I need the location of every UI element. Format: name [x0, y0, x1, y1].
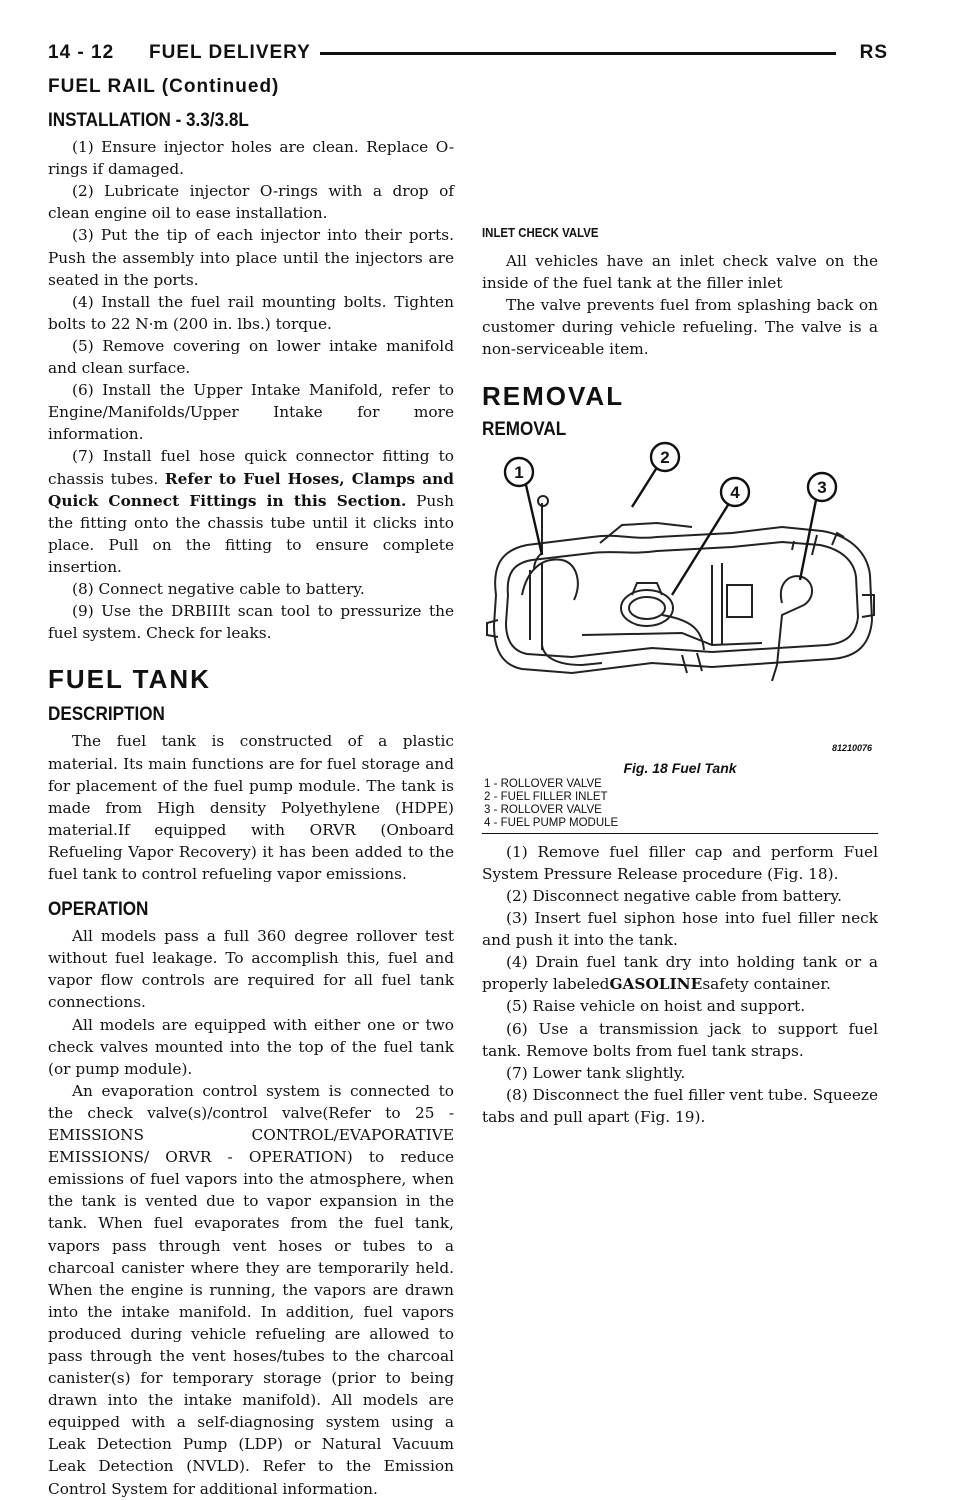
- step7-text: (7) Install fuel hose quick connector fitting to chassis tubes.: [48, 447, 454, 488]
- fuel-tank-title: FUEL TANK: [48, 664, 211, 695]
- removal-step: (2) Disconnect negative cable from battery.: [506, 886, 842, 905]
- removal-step-4: [482, 951, 878, 995]
- step7-bold-reference: Refer to Fuel Hoses, Clamps and Quick Connect Fittings in this Section.: [48, 469, 454, 510]
- callout-label: 1: [514, 462, 524, 482]
- install-step: (4) Install the fuel rail mounting bolts. Tighten bolts to 22 N·m (200 in. lbs.) torque.: [48, 292, 454, 333]
- removal-subheading: REMOVAL: [482, 418, 567, 440]
- installation-heading: INSTALLATION - 3.3/3.8L: [48, 110, 249, 131]
- operation-continued: [482, 103, 878, 214]
- step7-text-continued: Push the fitting onto the chassis tube until it clicks into place. Pull on the fitting to ensure complete insertion.: [48, 491, 454, 576]
- legend-divider: [482, 833, 878, 834]
- page-header: [48, 40, 888, 66]
- operation-paragraph: An evaporation control system is connected to the check valve(s)/control valve(Refer to 25 - EMISSIONS CONTROL/EVAPORATIVE EMISSIONS/ ORVR - OPERATION) to reduce emissions of fuel vapors into the atmosphere, when the tank is vented due to vapor expansion in the tank. When fuel evaporates from the fuel tank, vapors pass through vent hoses or tubes to a charcoal canister where they are temporarily held. When the engine is running, the vapors are drawn into the intake manifold. In addition, fuel vapors produced during vehicle refueling are allowed to pass through the vent hoses/tubes to the charcoal canister(s) for temporary storage (prior to being drawn into the intake manifold). All models are equipped with a self-diagnosing system using a Leak Detection Pump (LDP) or Natural Vacuum Leak Detection (NVLD). Refer to the Emission Control System for additional information.: [48, 1081, 454, 1498]
- removal-title: REMOVAL: [482, 380, 625, 411]
- header-rule: [320, 52, 836, 55]
- install-step: (2) Lubricate injector O-rings with a drop of clean engine oil to ease installation.: [48, 182, 454, 223]
- install-step: (9) Use the DRBIIIt scan tool to pressurize the fuel system. Check for leaks.: [48, 602, 454, 643]
- callout-label: 4: [730, 482, 740, 502]
- removal-step: (1) Remove fuel filler cap and perform Fuel System Pressure Release procedure (Fig. 18).: [482, 842, 878, 883]
- operation-paragraph: All models pass a full 360 degree rollover test without fuel leakage. To accomplish this, fuel and vapor flow controls are required for all fuel tank connections.: [48, 927, 454, 1012]
- install-step: (8) Connect negative cable to battery.: [72, 579, 365, 598]
- install-step: (6) Install the Upper Intake Manifold, refer to Engine/Manifolds/Upper Intake for more information.: [48, 381, 454, 444]
- fuel-tank-illustration: [482, 445, 878, 755]
- callout-label: 3: [817, 477, 827, 497]
- operation-heading: OPERATION: [48, 899, 149, 921]
- operation-paragraph: All models are equipped with either one or two check valves mounted into the top of the fuel tank (or pump module).: [48, 1015, 454, 1078]
- removal-step: (3) Insert fuel siphon hose into fuel filler neck and push it into the tank.: [482, 909, 878, 950]
- legend-item: 1 - ROLLOVER VALVE: [484, 777, 602, 790]
- fuel-tank-figure: [482, 445, 878, 830]
- install-step-7: [48, 445, 454, 578]
- inlet-paragraph: The valve prevents fuel from splashing back on customer during vehicle refueling. The valve is a non-serviceable item.: [482, 296, 878, 359]
- step4-bold-word: GASOLINE: [609, 975, 703, 994]
- section-title: FUEL DELIVERY: [149, 42, 311, 63]
- inlet-check-valve-heading: INLET CHECK VALVE: [482, 225, 599, 240]
- page-number: 14 - 12: [48, 42, 115, 63]
- legend-item: 3 - ROLLOVER VALVE: [484, 804, 602, 817]
- removal-step: (7) Lower tank slightly.: [506, 1063, 686, 1082]
- right-column: [482, 103, 878, 1128]
- removal-step: (8) Disconnect the fuel filler vent tube. Squeeze tabs and pull apart (Fig. 19).: [482, 1085, 878, 1126]
- install-step: (3) Put the tip of each injector into their ports. Push the assembly into place until the injectors are seated in the ports.: [48, 226, 454, 289]
- install-step: (5) Remove covering on lower intake manifold and clean surface.: [48, 336, 454, 378]
- description-heading: DESCRIPTION: [48, 704, 165, 726]
- callout-label: 2: [660, 447, 670, 467]
- step4-text-continued: safety container.: [702, 975, 831, 994]
- left-column: [48, 110, 454, 1498]
- removal-step: (6) Use a transmission jack to support fuel tank. Remove bolts from fuel tank straps.: [482, 1019, 878, 1060]
- figure-legend: [484, 778, 618, 831]
- removal-steps: [482, 841, 878, 1128]
- inlet-paragraph: All vehicles have an inlet check valve on the inside of the fuel tank at the filler inlet: [482, 252, 878, 293]
- continued-heading: FUEL RAIL (Continued): [48, 76, 280, 97]
- step4-text: (4) Drain fuel tank dry into holding tank or a properly labeled: [482, 953, 878, 994]
- figure-caption: Fig. 18 Fuel Tank: [623, 759, 737, 776]
- figure-code: 81210076: [831, 742, 872, 753]
- legend-item: 2 - FUEL FILLER INLET: [484, 790, 608, 803]
- model-code: RS: [859, 42, 888, 63]
- install-step: (1) Ensure injector holes are clean. Replace O-rings if damaged.: [48, 138, 454, 179]
- legend-item: 4 - FUEL PUMP MODULE: [484, 817, 619, 830]
- removal-step: (5) Raise vehicle on hoist and support.: [506, 997, 806, 1016]
- description-text: The fuel tank is constructed of a plastic material. Its main functions are for fuel storage and for placement of the fuel pump module. The tank is made from High density Polyethylene (HDPE) material.If equipped with ORVR (Onboard Refueling Vapor Recovery) it has been added to the fuel tank to control refueling vapor emissions.: [48, 732, 454, 883]
